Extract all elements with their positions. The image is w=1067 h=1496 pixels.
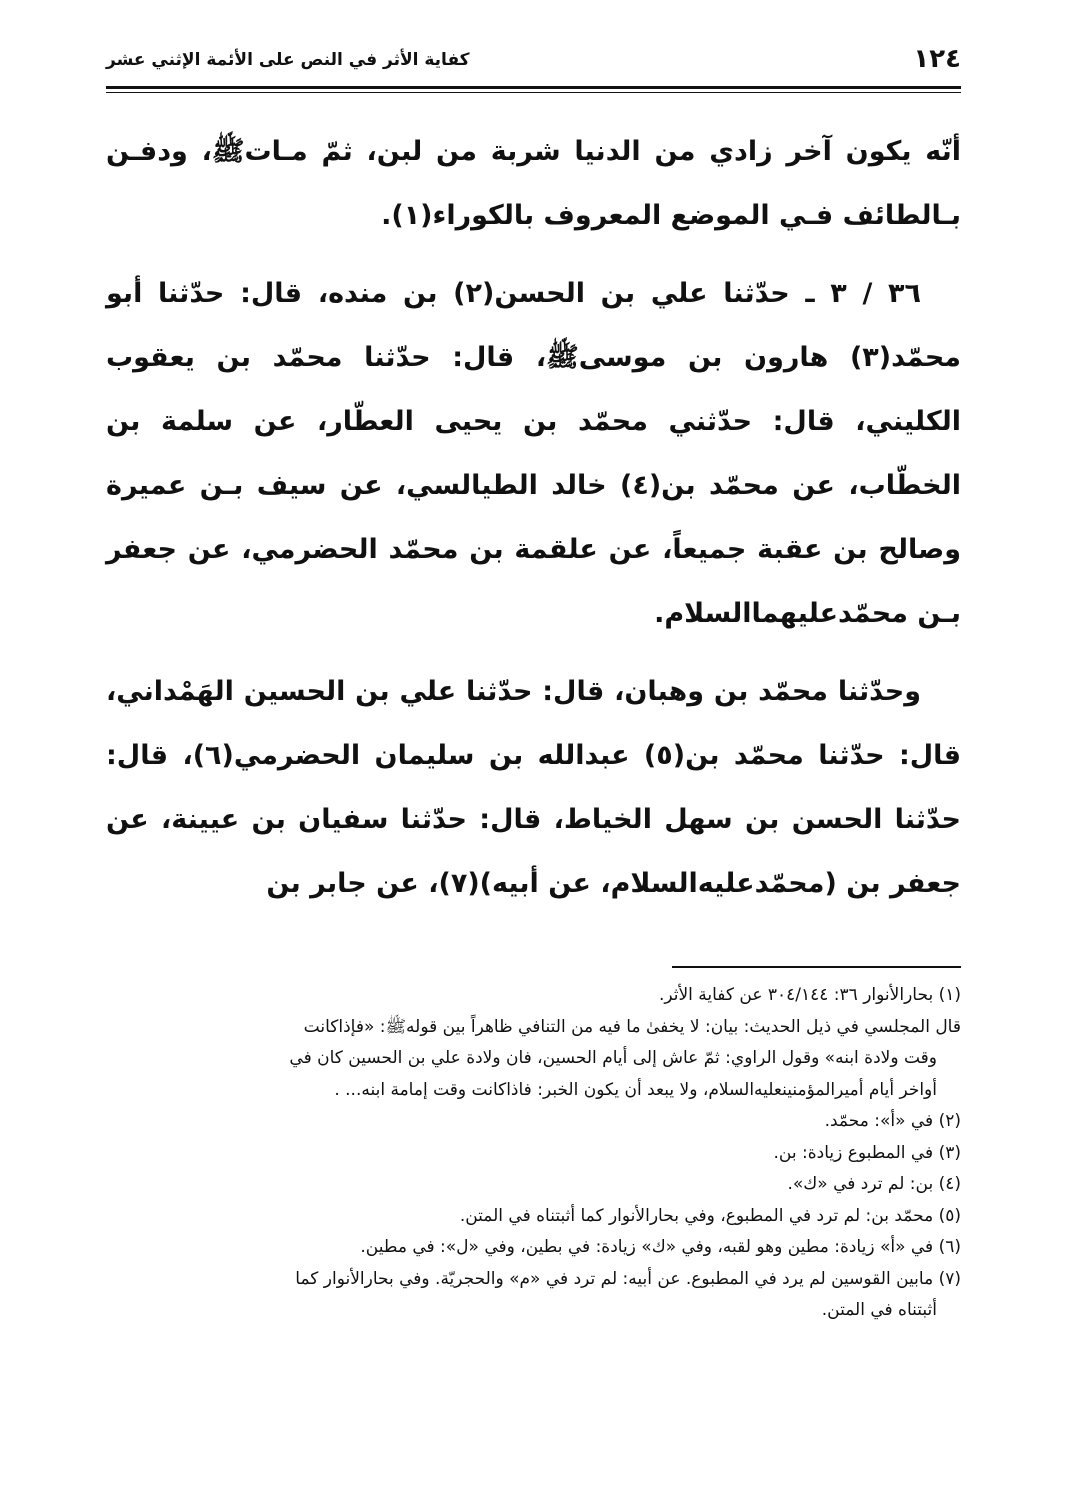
- footnote-2: (٢) في «أ»: محمّد.: [824, 1111, 961, 1131]
- paragraph-3: وحدّثنا محمّد بن وهبان، قال: حدّثنا علي بن الحسين الهَمْداني، قال: حدّثنا محمّد بن(٥) عبدالله بن سليمان الحضرمي(٦)، قال: حدّثنا الحسن بن سهل الخياط، قال: حدّثنا سفيان بن عيينة، عن جعفر بن (محمّدعليه‌السلام، عن أبيه)(٧)، عن جابر بن: [106, 676, 961, 899]
- footnote-3: (٣) في المطبوع زيادة: بن.: [773, 1142, 961, 1163]
- paragraph-2: ٣٦ / ٣ ـ حدّثنا علي بن الحسن(٢) بن منده، قال: حدّثنا أبو محمّد(٣) هارون بن موسى‏ﷺ، قال: حدّثنا محمّد بن يعقوب الكليني، قال: حدّثني محمّد بن يحيى العطّار، عن سلمة بن الخطّاب، عن محمّد بن(٤) خالد الطيالسي، عن سيف بـن عميرة وصالح بن عقبة جميعاً، عن علقمة بن محمّد الحضرمي، عن جعفر بـن محمّدعليهما‌السلام.: [106, 278, 961, 629]
- header-rule: [106, 86, 961, 89]
- page-number: ١٢٤: [913, 44, 961, 74]
- footnote-7-cont: أثبتناه في المتن.: [821, 1300, 937, 1320]
- footnote-1: (١) بحارالأنوار ٣٦: ٣٠٤/١٤٤ عن كفاية الأثر.: [658, 985, 961, 1005]
- footnote-7: (٧) مابين القوسين لم يرد في المطبوع. عن أبيه: لم ترد في «م» والحجريّة. وفي بحارالأنوار كما: [295, 1268, 961, 1289]
- footnote-1-comment: قال المجلسي في ذيل الحديث: بيان: لا يخفىٰ ما فيه من التنافي ظاهراً بين قولهﷺ: «فإذاكانت: [303, 1016, 961, 1037]
- footnote-separator: [672, 966, 961, 968]
- footnote-5: (٥) محمّد بن: لم ترد في المطبوع، وفي بحارالأنوار كما أثبتناه في المتن.: [459, 1205, 961, 1226]
- footnote-1-comment-cont: وقت ولادة ابنه» وقول الراوي: ثمّ عاش إلى أيام الحسين، فان ولادة علي بن الحسين كان في: [289, 1048, 937, 1068]
- footnote-6: (٦) في «أ» زيادة: مطين وهو لقبه، وفي «ك» زيادة: في بطين، وفي «ل»: في مطين.: [360, 1237, 961, 1257]
- paragraph-1: أنّه يكون آخر زادي من الدنيا شربة من لبن، ثمّ مـاتﷺ، ودفـن بـالطائف فـي الموضع المعروف بالكوراء(١).: [106, 136, 961, 231]
- footnote-4: (٤) بن: لم ترد في «ك».: [787, 1174, 961, 1194]
- main-text: [106, 120, 961, 916]
- page-header: [106, 42, 961, 82]
- running-title: كفاية الأثر في النص على الأئمة الإثني عشر: [106, 50, 470, 70]
- header-rule-thin: [106, 92, 961, 93]
- footnote-1-comment-cont: أواخر أيام أميرالمؤمنينعليه‌السلام، ولا يبعد أن يكون الخبر: فاذاكانت وقت إمامة ابنه... .: [334, 1079, 937, 1100]
- footnotes: [106, 980, 961, 1327]
